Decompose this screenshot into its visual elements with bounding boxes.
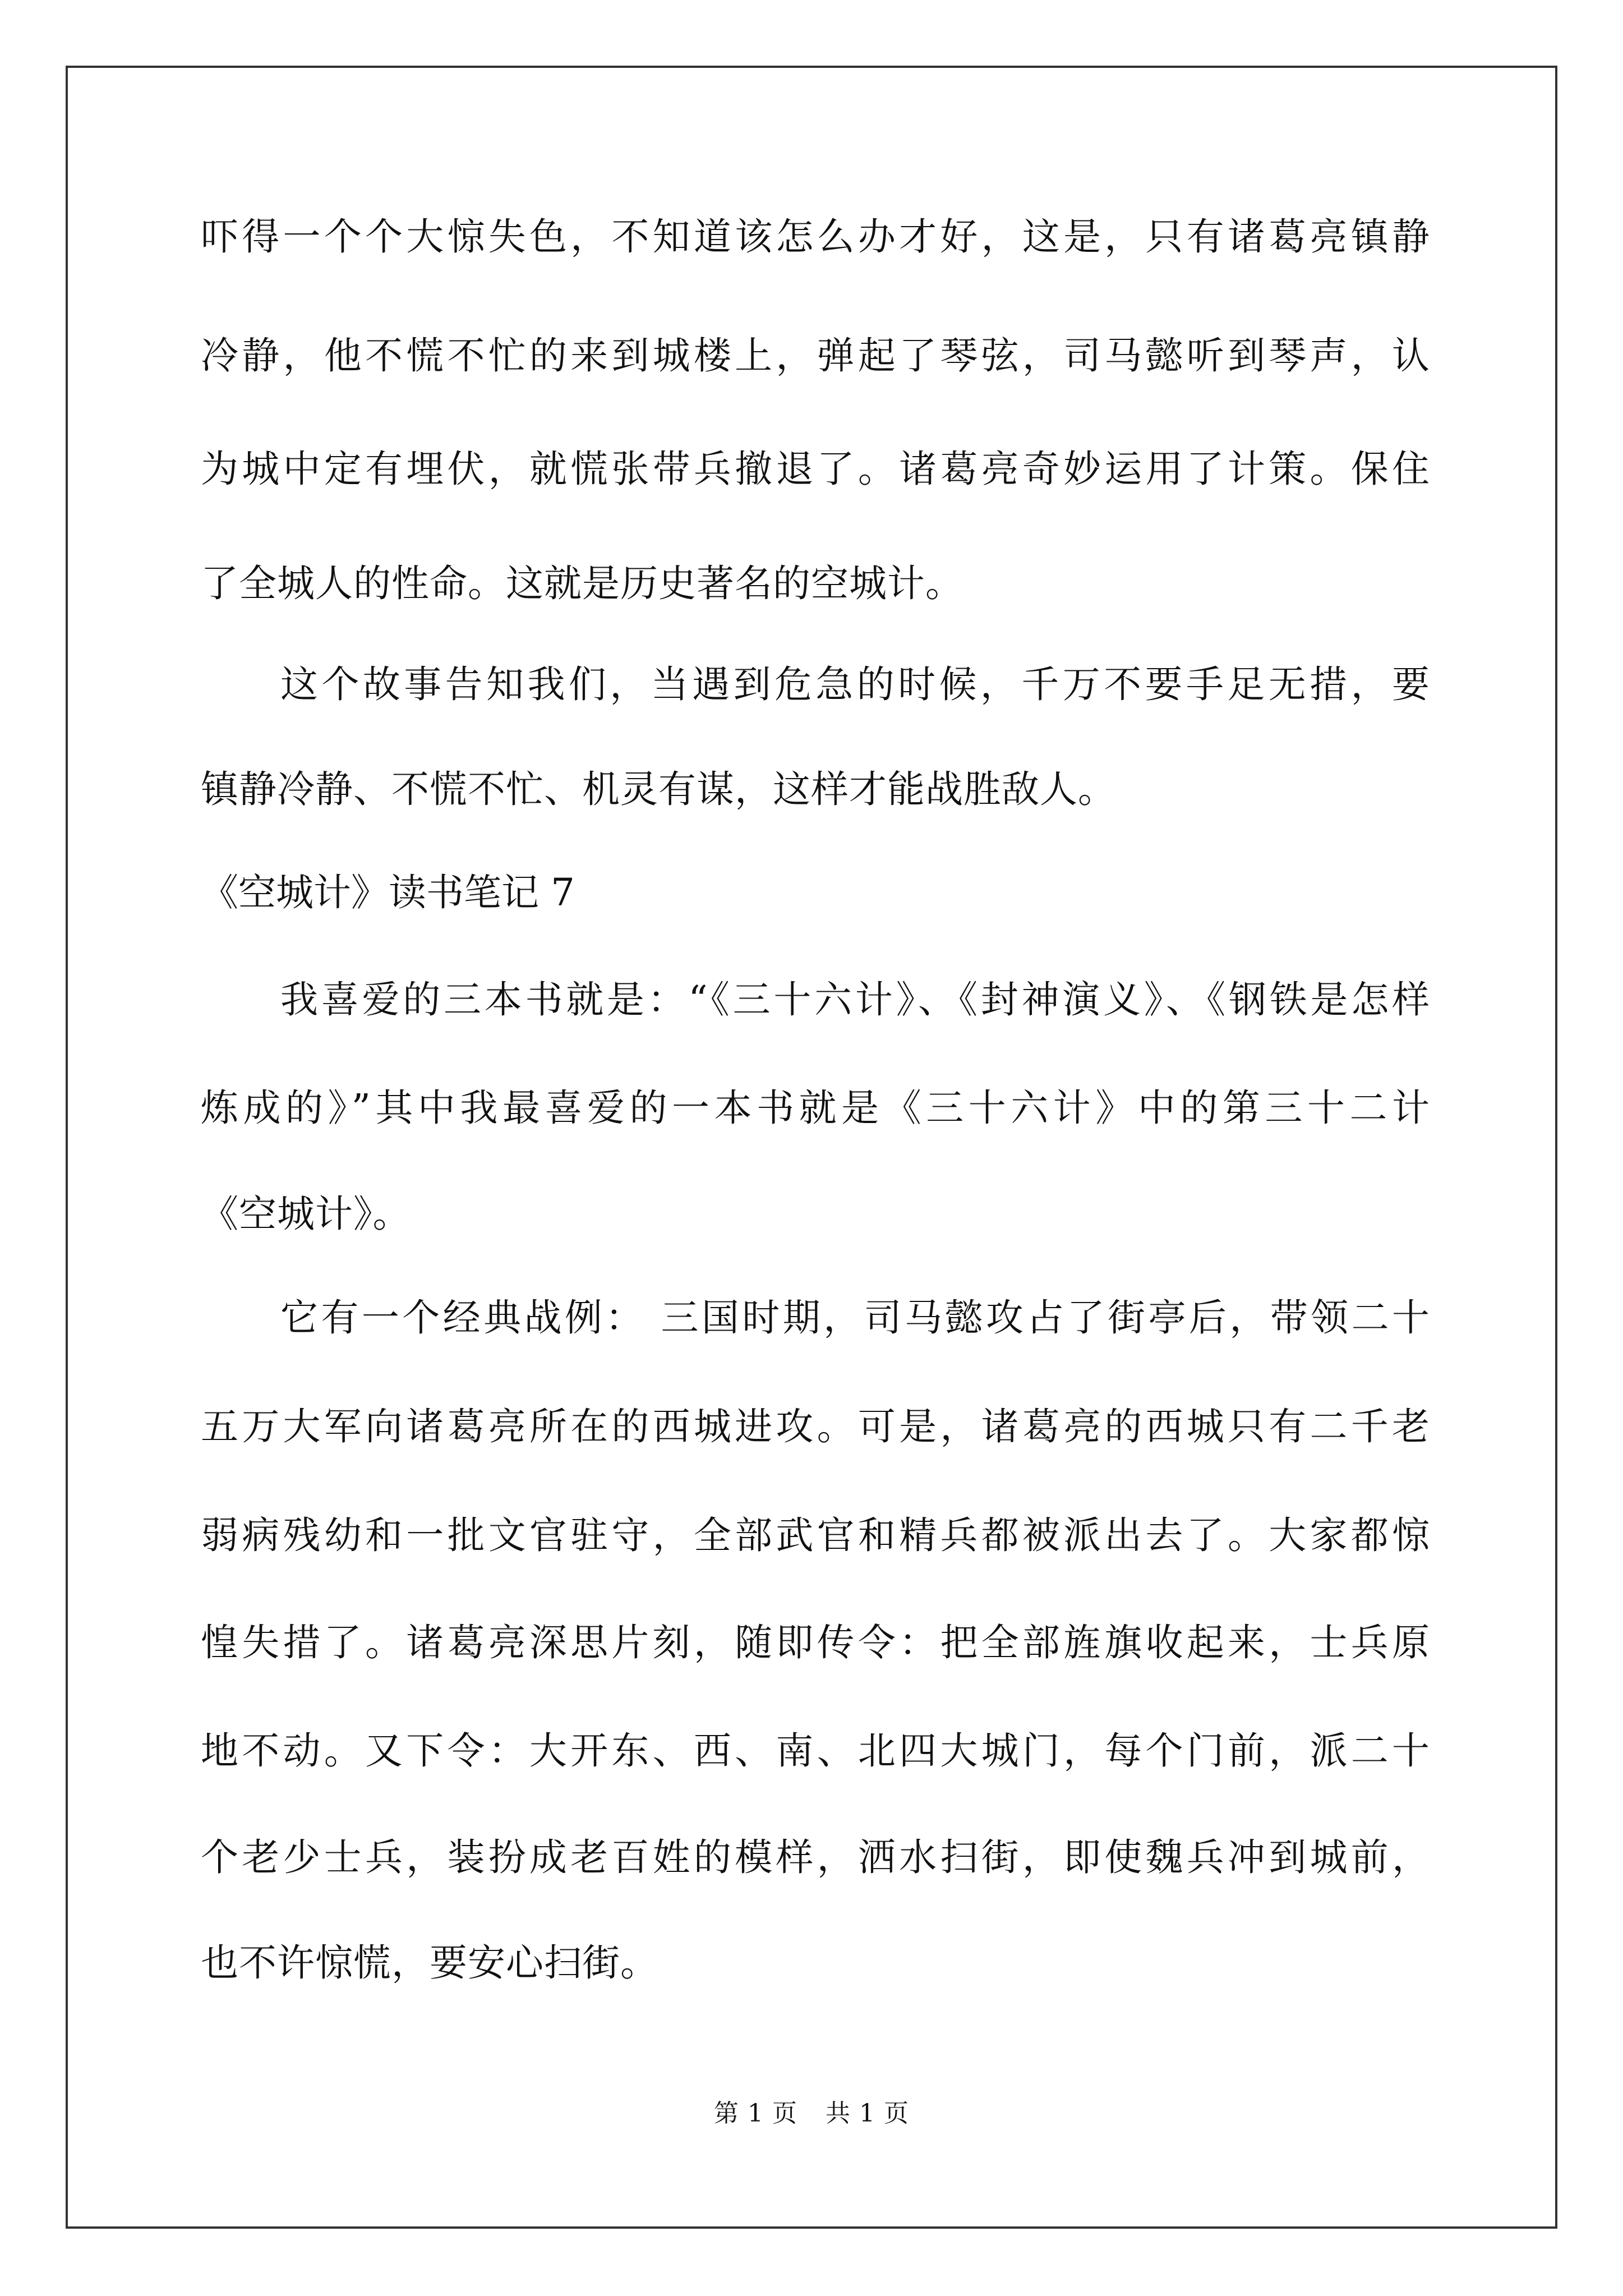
page-footer — [0, 2099, 1623, 2128]
paragraph-first-line: 这个故事告知我们，当遇到危急的时候，千万不要手足无措，要 — [280, 662, 1430, 706]
text-line: 炼成的》”其中我最喜爱的一本书就是《三十六计》中的第三十二计 — [201, 1086, 1430, 1130]
text-line: 五万大军向诸葛亮所在的西城进攻。可是，诸葛亮的西城只有二千老 — [201, 1405, 1430, 1448]
text-line: 弱病残幼和一批文官驻守，全部武官和精兵都被派出去了。大家都惊 — [201, 1513, 1430, 1557]
paragraph-first-line: 我喜爱的三本书就是：“《三十六计》、《封神演义》、《钢铁是怎样 — [280, 978, 1430, 1022]
section-heading: 《空城计》读书笔记 7 — [201, 871, 575, 914]
paragraph-first-line: 它有一个经典战例： 三国时期，司马懿攻占了街亭后，带领二十 — [280, 1296, 1430, 1340]
text-line: 吓得一个个大惊失色，不知道该怎么办才好，这是，只有诸葛亮镇静 — [201, 215, 1430, 259]
text-line: 为城中定有埋伏，就慌张带兵撤退了。诸葛亮奇妙运用了计策。保住 — [201, 447, 1430, 491]
text-line: 了全城人的性命。这就是历史著名的空城计。 — [201, 562, 963, 605]
text-line: 惶失措了。诸葛亮深思片刻，随即传令：把全部旌旗收起来，士兵原 — [201, 1621, 1430, 1664]
text-line: 地不动。又下令：大开东、西、南、北四大城门，每个门前，派二十 — [201, 1729, 1430, 1773]
text-line: 镇静冷静、不慌不忙、机灵有谋，这样才能战胜敌人。 — [201, 767, 1116, 811]
text-line: 冷静，他不慌不忙的来到城楼上，弹起了琴弦，司马懿听到琴声，认 — [201, 334, 1430, 378]
text-line: 也不许惊慌，要安心扫街。 — [201, 1941, 658, 1985]
page-total: 共 1 页 — [826, 2099, 909, 2128]
text-line: 个老少士兵，装扮成老百姓的模样，洒水扫街，即使魏兵冲到城前， — [201, 1835, 1430, 1879]
text-line: 《空城计》。 — [201, 1192, 411, 1236]
page-number: 第 1 页 — [714, 2099, 797, 2128]
page-border — [66, 66, 1557, 2229]
